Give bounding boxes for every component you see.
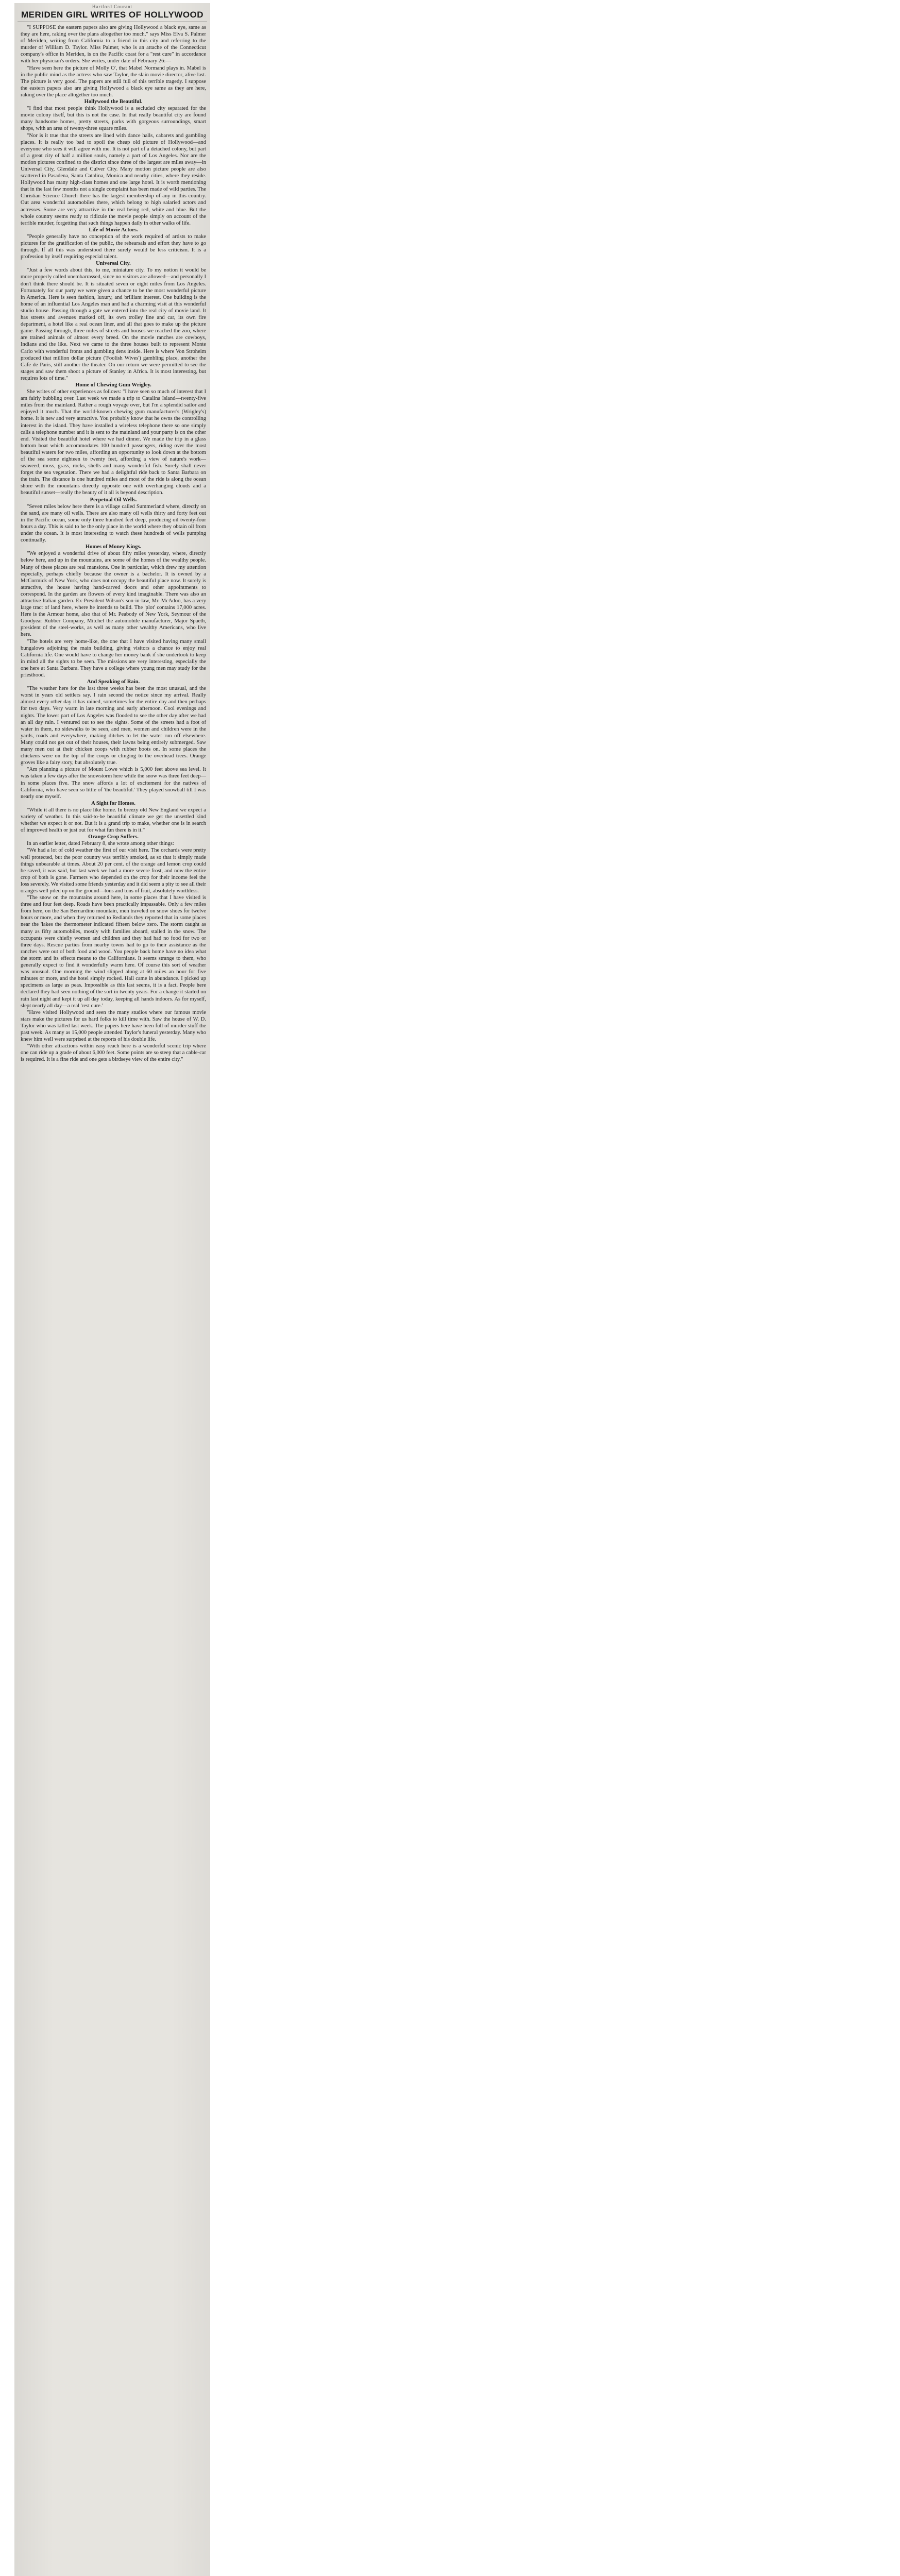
article-paragraph: "With other attractions within easy reach here is a wonderful scenic trip where one can ride up a grade of about 6,000 feet. Some points are so steep that a cable-car is required. It is a fine ride and one gets a birdseye view of the entire city."	[21, 1043, 206, 1063]
article-paragraph: She writes of other experiences as follows: "I have seen so much of interest that I am fairly bubbling over. Last week we made a trip to Catalina Island—twenty-five miles from the mainland. Rather a rough voyage over, but I'm a splendid sailor and enjoyed it much. That the world-known chewing gum manufacturer's (Wrigley's) home. It is new and very attractive. You probably know that he owns the controlling interest in the island. They have installed a wireless telephone there so one simply calls a telephone number and it is sent to the mainland and your party is on the other end. Visited the beautiful hotel where we had dinner. We made the trip in a glass bottom boat which accommodates 100 hundred passengers, riding over the most beautiful waters for two miles, affording an opportunity to look down at the bottom of the sea some eighteen to twenty feet, affording a view of nature's work—seaweed, moss, grass, rocks, shells and many wonderful fish. Surely shall never forget the sea vegetation. There we had a delightful ride back to Santa Barbara on the train. The distance is one hundred miles and most of the ride is along the ocean shore with the mountains directly opposite one with overhanging clouds and a beautiful sunset—really the beauty of it all is beyond description.	[21, 389, 206, 496]
article-subhead: And Speaking of Rain.	[87, 679, 140, 685]
article-paragraph: "Nor is it true that the streets are lined with dance halls, cabarets and gambling places. It is really too bad to spoil the cheap old picture of Hollywood—and everyone who sees it will agree with me. It is not part of a detached colony, but part of a great city of half a million souls, namely a part of Los Angeles. Nor are the motion pictures confined to the district since three of the largest are miles away—in Universal City, Glendale and Culver City. Many motion picture people are also scattered in Pasadena, Santa Catalina, Monica and nearby cities, where they reside. Hollywood has many high-class homes and one large hotel. It is worth mentioning that in the last few months not a single complaint has been made of wild parties. The Christian Science Church there has the largest membership of any in this country. Out area wonderful automobiles there, which belong to high salaried actors and actresses. Some are very attractive in the real being red, white and blue. But the whole country seems ready to ridicule the movie people simply on account of the terrible murder, forgetting that such things happen daily in other walks of life.	[21, 132, 206, 226]
article-paragraph: In an earlier letter, dated February 8, she wrote among other things:	[27, 841, 174, 847]
article-paragraph: "Just a few words about this, to me, miniature city. To my notion it would be more properly called unembarrassed, since no visitors are allowed—and personally I don't think there should be. It is situated seven or eight miles from Los Angeles. Fortunately for our party we were given a chance to be the most wonderful picture in America. Here is seen fashion, luxury, and brilliant interest. One building is the home of an influential Los Angeles man and had a charming visit at this wonderful studio house. Passing through a gate we entered into the real city of movie land. It has streets and avenues marked off, its own trolley line and car, its own fire department, a hotel like a real ocean liner, and all that goes to make up the picture game. Passing through, three miles of streets and houses we reached the zoo, where are trained animals of almost every breed. On the movie ranches are cowboys, Indians and the like. Next we came to the three houses built to represent Monte Carlo with wonderful fronts and gambling dens inside. Here is where Von Stroheim produced that million dollar picture ('Foolish Wives') gambling place, another the Cafe de Paris, still another the theater. On our return we were permitted to see the stages and saw them shoot a picture of Stanley in Africa. It is most interesting, but requires lots of time."	[21, 267, 206, 381]
article-subhead: Homes of Money Kings.	[85, 544, 142, 550]
article-paragraph: "While it all there is no place like home. In breezy old New England we expect a variety of weather. In this said-to-be beautiful climate we get the unsettled kind whether we expect it or not. But it is a grand trip to make, whether one is in search of improved health or just out for what fun there is in it."	[21, 807, 206, 834]
article-body	[21, 24, 206, 1063]
article-subhead: Universal City.	[96, 261, 131, 267]
article-subhead: Hollywood the Beautiful.	[84, 99, 143, 105]
article-paragraph: "The hotels are very home-like, the one that I have visited having many small bungalows adjoining the main building, giving visitors a chance to enjoy real California life. One would have to change her money bank if she undertook to keep in mind all the sights to be seen. The missions are very interesting, especially the one here at Santa Barbara. They have a college where young men may study for the priesthood.	[21, 638, 206, 678]
article-subhead: Orange Crop Suffers.	[88, 834, 139, 840]
article-subhead: A Sight for Homes.	[91, 800, 135, 806]
article-paragraph: "Seven miles below here there is a village called Summerland where, directly on the sand, are many oil wells. There are also many oil wells thirty and forty feet out in the Pacific ocean, some only three hundred feet deep, producing oil twenty-four hours a day. This is said to be the only place in the world where they obtain oil from under the ocean. It is most interesting to watch these hundreds of wells pumping continually.	[21, 503, 206, 544]
article-subhead: Life of Movie Actors.	[89, 227, 138, 233]
article-headline: MERIDEN GIRL WRITES OF HOLLYWOOD	[18, 10, 207, 22]
article-paragraph: "I SUPPOSE the eastern papers also are giving Hollywood a black eye, same as they are here, raking over the plans altogether too much," says Miss Elva S. Palmer of Meriden, writing from California to a friend in this city and referring to the murder of William D. Taylor. Miss Palmer, who is an attache of the Connecticut company's office in Meriden, is on the Pacific coast for a "rest cure" in accordance with her physician's orders. She writes, under date of February 26:—	[21, 25, 206, 64]
article-subhead: Home of Chewing Gum Wrigley.	[75, 382, 151, 388]
article-paragraph: "Have seen here the picture of Molly O', that Mabel Normand plays in. Mabel is in the public mind as the actress who saw Taylor, the slain movie director, alive last. The picture is very good. The papers are still full of this terrible tragedy. I suppose the eastern papers also are giving Hollywood a black eye same as they are here, raking over the place altogether too much.	[21, 65, 206, 98]
article-paragraph: "The weather here for the last three weeks has been the most unusual, and the worst in years old settlers say. I rain second the notice since my arrival. Really almost every other day it has rained, sometimes for the entire day and then perhaps for two days. Very warm in late morning and early afternoon. Cool evenings and nights. The lower part of Los Angeles was flooded to see the other day after we had an all day rain. I ventured out to see the sights. Some of the streets had a foot of water in them, no sidewalks to be seen, and men, women and children were in the yards, roads and everywhere, making ditches to let the water run off elsewhere. Many could not get out of their houses, their lawns being entirely submerged. Saw many men out at their chicken coops with rubber boots on. In some places the chickens were on the top of the coops or clinging to the overhead trees. Orange groves like a fairy story, but absolutely true.	[21, 686, 206, 766]
article-paragraph: "People generally have no conception of the work required of artists to make pictures for the gratification of the public, the rehearsals and effort they have to go through. If all this was understood there surely would be less criticism. It is a profession by itself requiring especial talent.	[21, 233, 206, 260]
newspaper-clipping	[14, 3, 210, 2576]
article-paragraph: "The snow on the mountains around here, in some places that I have visited is three and four feet deep. Roads have been practically impassable. Only a few miles from here, on the San Bernardino mountain, men traveled on snow shoes for twelve hours or more, and when they returned to Redlands they reported that in some places near the 'lakes the thermometer indicated fifteen below zero. The storm caught as many as fifty automobiles, mostly with families aboard, stalled in the snow. The occupants were chiefly women and children and they had had no food for two or three days. Rescue parties from nearby towns had to go to their assistance as the ranches were out of both food and wood. You people back home have no idea what the storm and its effects means to the Californians. It seems strange to them, who generally expect to find it wonderfully warm here. Of course this sort of weather was unusual. One morning the wind slipped along at 60 miles an hour for five minutes or more, and the hotel simply rocked. Hail came in abundance. I picked up specimens as large as peas. Impossible as this last seems, it is a fact. People here declared they had seen nothing of the sort in twenty years. For a change it started on rain last night and kept it up all day today, keeping all hands indoors. As for myself, slept nearly all day—a real 'rest cure.'	[21, 895, 206, 1009]
article-paragraph: "We had a lot of cold weather the first of our visit here. The orchards were pretty well protected, but the poor country was terribly smoked, as so that it simply made things unbearable at times. About 20 per cent. of the orange and lemon crop could be saved, it was said, but last week we had a more severe frost, and now the entire crop of both is gone. Farmers who depended on the crop for their income feel the loss severely. We visited some friends yesterday and it did seem a pity to see all their oranges well piled up on the ground—tons and tons of fruit, absolutely worthless.	[21, 848, 206, 894]
article-paragraph: "I find that most people think Hollywood is a secluded city separated for the movie colony itself, but this is not the case. In that really beautiful city are found many handsome homes, pretty streets, parks with gorgeous surroundings, smart shops, with an area of twenty-three square miles.	[21, 106, 206, 132]
article-subhead: Perpetual Oil Wells.	[90, 497, 137, 503]
article-paragraph: "Have visited Hollywood and seen the many studios where our famous movie stars make the pictures for us hard folks to kill time with. Saw the house of W. D. Taylor who was killed last week. The papers here have been full of murder stuff the past week. As many as 15,000 people attended Taylor's funeral yesterday. Many who knew him well were surprised at the reports of his double life.	[21, 1009, 206, 1043]
article-paragraph: "We enjoyed a wonderful drive of about fifty miles yesterday, where, directly below here, and up in the mountains, are some of the homes of the wealthy people. Many of these places are real mansions. One in particular, which drew my attention especially, perhaps chiefly because the owner is a bachelor. It is owned by a McCormick of New York, who does not occupy the beautiful place now. It surely is attractive, the house having hand-carved doors and other appointments to correspond. In the garden are flowers of every kind imaginable. There was also an attractive Italian garden. Ex-President Wilson's son-in-law, Mr. McAdoo, has a very large tract of land here, where he intends to build. The 'plot' contains 17,000 acres. Here is the Armour home, also that of Mr. Peabody of New York, Seymour of the Goodyear Rubber Company, Mitchel the automobile manufacturer, Major Spaeth, president of the steel-works, as well as many other wealthy Americans, who live here.	[21, 551, 206, 638]
masthead: Hartford Courant	[92, 4, 133, 9]
article-paragraph: "Am planning a picture of Mount Lowe which is 5,000 feet above sea level. It was taken a few days after the snowstorm here while the snow was three feet deep—in some places five. The snow affords a lot of excitement for the natives of California, who have seen so little of 'the beautiful.' They played snowball till I was nearly one myself.	[21, 767, 206, 800]
